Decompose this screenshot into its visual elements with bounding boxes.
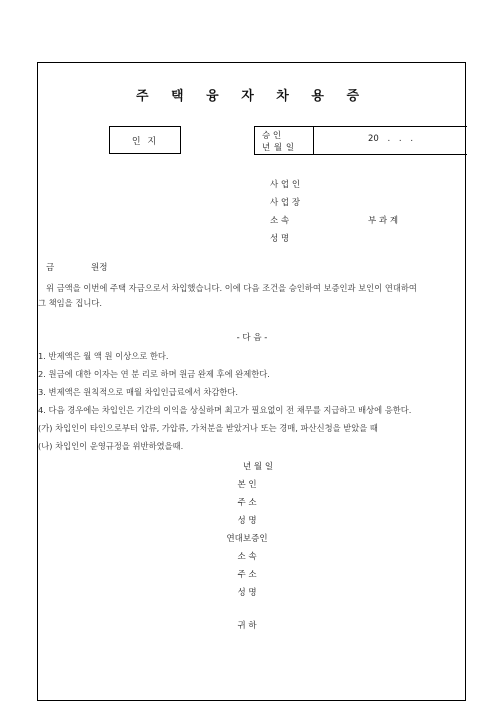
term-4: 4. 다음 경우에는 차입인은 기간의 이익을 상실하며 최고가 필요없이 전 채무를 지급하고 배상에 응한다. <box>38 405 412 415</box>
term-3: 3. 변제액은 원칙적으로 매월 차입인급료에서 차감한다. <box>38 387 239 397</box>
addressee: 귀 하 <box>237 621 257 631</box>
amount-label: 금 <box>46 263 55 273</box>
intro-line-1: 위 금액을 이번에 주택 자금으로서 차입했습니다. 이에 다음 조건을 승인하여 보증인과 보인이 연대하여 <box>46 283 417 293</box>
guarantor-label: 연대보증인 <box>226 534 268 544</box>
document-border <box>37 62 466 701</box>
notice-heading: - 다 음 - <box>236 333 268 343</box>
approval-divider <box>313 127 314 154</box>
principal-label: 본 인 <box>237 480 257 490</box>
term-4-a: (가) 차입인이 타인으로부터 압류, 가압류, 가처분을 받았거나 또는 경매, 파산신청을 받았을 때 <box>38 423 378 433</box>
business-place-label: 사 업 장 <box>270 198 301 208</box>
approval-label: 승 인 <box>262 131 282 141</box>
intro-line-2: 그 책임을 집니다. <box>38 298 103 308</box>
guarantor-affiliation-label: 소 속 <box>237 552 257 562</box>
signature-date-label: 년 월 일 <box>243 462 274 472</box>
approval-date-value: 20 . . . <box>368 134 414 144</box>
document-title: 주 택 융 자 차 용 증 <box>135 89 369 104</box>
business-number-label: 사 업 인 <box>270 180 301 190</box>
term-4-b: (나) 차입인이 운영규정을 위반하였을때. <box>38 441 184 451</box>
amount-unit: 원정 <box>91 263 108 273</box>
principal-address-label: 주 소 <box>237 498 257 508</box>
term-1: 1. 반제액은 월 액 원 이상으로 한다. <box>38 351 169 361</box>
affiliation-label: 소 속 <box>270 216 290 226</box>
guarantor-name-label: 성 명 <box>237 588 257 598</box>
stamp-label: 인 지 <box>131 136 159 147</box>
name-label: 성 명 <box>270 234 290 244</box>
affiliation-value: 부 과 계 <box>368 216 399 226</box>
principal-name-label: 성 명 <box>237 516 257 526</box>
approval-date-label: 년 월 일 <box>262 143 295 153</box>
revenue-stamp-box <box>109 126 181 154</box>
term-2: 2. 원금에 대한 이자는 연 분 리로 하며 원금 완제 후에 완제한다. <box>38 369 270 379</box>
guarantor-address-label: 주 소 <box>237 570 257 580</box>
